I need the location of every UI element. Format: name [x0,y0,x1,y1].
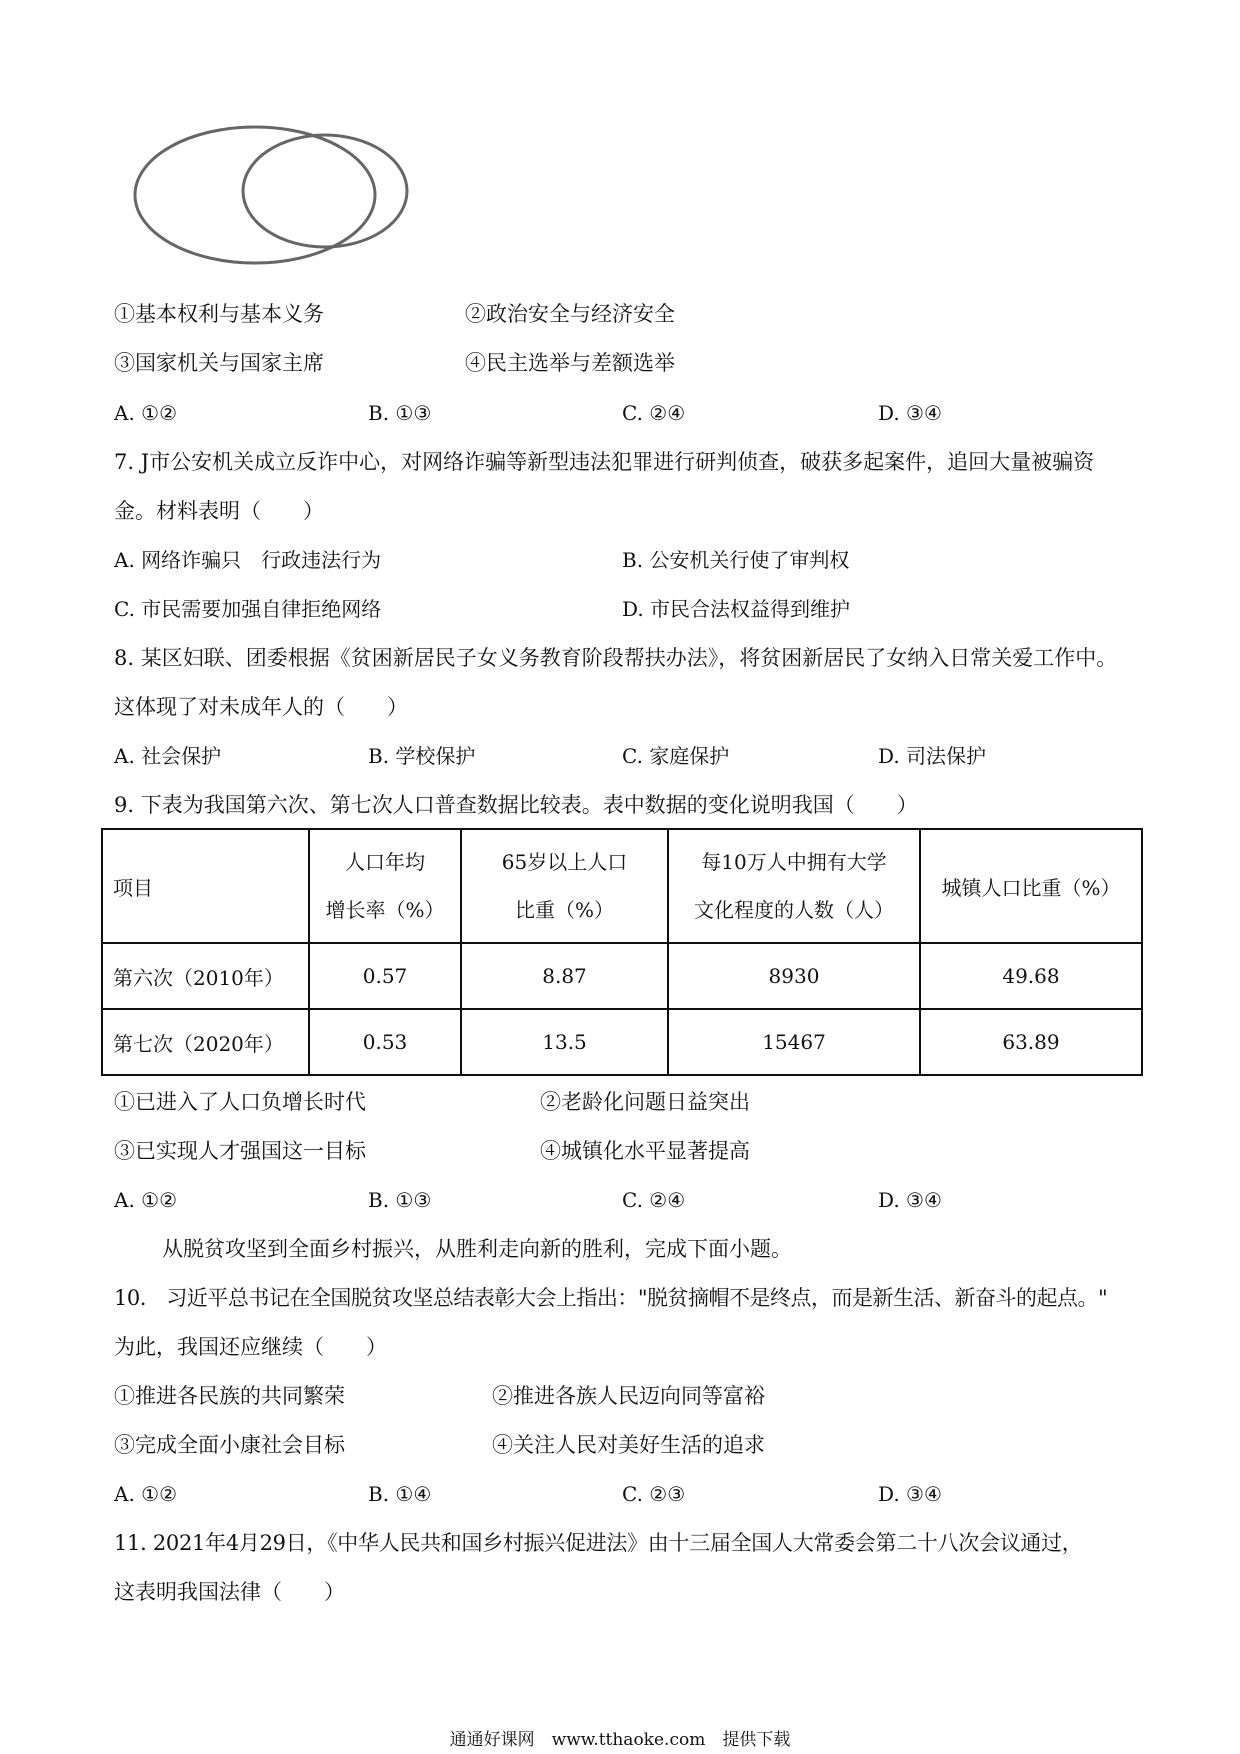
inner-ellipse [243,135,407,247]
q10-statement-3: ③完成全面小康社会目标 [114,1433,345,1457]
header-urban: 城镇人口比重（%） [920,829,1142,943]
q8-option-d: D. 司法保护 [878,744,987,768]
q6-statement-3: ③国家机关与国家主席 [114,351,324,375]
q9-stem: 9. 下表为我国第六次、第七次人口普查数据比较表。表中数据的变化说明我国（ ） [114,793,918,817]
q6-option-d: D. ③④ [878,401,942,425]
q11-stem: 11. 2021年4月29日，《中华人民共和国乡村振兴促进法》由十三届全国人大常委会第二十八次会议通过， [114,1531,1083,1555]
q6-statement-2: ②政治安全与经济安全 [465,302,675,326]
q8-option-c: C. 家庭保护 [622,744,730,768]
q6-option-c: C. ②④ [622,401,686,425]
q7-stem-cont: 金。材料表明（ ） [114,499,324,523]
q9-option-c: C. ②④ [622,1188,686,1212]
q8-option-b: B. 学校保护 [368,744,476,768]
section-intro: 从脱贫攻坚到全面乡村振兴，从胜利走向新的胜利，完成下面小题。 [162,1237,792,1261]
q8-stem-cont: 这体现了对未成年人的（ ） [114,695,408,719]
table-cell: 0.53 [309,1009,461,1075]
header-university: 每10万人中拥有大学 文化程度的人数（人） [668,829,920,943]
q10-statement-1: ①推进各民族的共同繁荣 [114,1384,345,1408]
q7-stem: 7. J市公安机关成立反诈中心，对网络诈骗等新型违法犯罪进行研判侦查，破获多起案件，追回大量被骗资 [114,450,1095,474]
q7-option-b: B. 公安机关行使了审判权 [622,548,850,572]
header-growth-rate: 人口年均 增长率（%） [309,829,461,943]
header-aged-65: 65岁以上人口 比重（%） [461,829,668,943]
table-cell: 8.87 [461,943,668,1009]
q8-stem: 8. 某区妇联、团委根据《贫困新居民子女义务教育阶段帮扶办法》，将贫困新居民了女纳入日常关爱工作中。 [114,646,1118,670]
table-cell: 第七次（2020年） [102,1009,309,1075]
q6-statement-4: ④民主选举与差额选举 [465,351,675,375]
table-cell: 0.57 [309,943,461,1009]
q7-option-c: C. 市民需要加强自律拒绝网络 [114,597,382,621]
venn-diagram [130,115,420,275]
q10-option-b: B. ①④ [368,1482,432,1506]
q6-statement-1: ①基本权利与基本义务 [114,302,324,326]
q9-statement-2: ②老龄化问题日益突出 [540,1090,750,1114]
q11-stem-cont: 这表明我国法律（ ） [114,1580,345,1604]
q10-stem: 10. 习近平总书记在全国脱贫攻坚总结表彰大会上指出："脱贫摘帽不是终点，而是新生活、新奋斗的起点。" [114,1286,1108,1310]
q10-option-d: D. ③④ [878,1482,942,1506]
q10-statement-4: ④关注人民对美好生活的追求 [492,1433,765,1457]
table-row [102,1009,1142,1075]
q9-statement-3: ③已实现人才强国这一目标 [114,1139,366,1163]
q10-option-a: A. ①② [114,1482,178,1506]
q10-option-c: C. ②③ [622,1482,686,1506]
table-cell: 63.89 [920,1009,1142,1075]
q7-option-d: D. 市民合法权益得到维护 [622,597,851,621]
q8-option-a: A. 社会保护 [114,744,222,768]
q9-option-b: B. ①③ [368,1188,432,1212]
table-header-row [102,829,1142,943]
table-cell: 8930 [668,943,920,1009]
page-footer: 通通好课网 www.tthaoke.com 提供下载 [449,1730,791,1750]
table-cell: 15467 [668,1009,920,1075]
header-item: 项目 [102,829,309,943]
outer-ellipse [135,127,375,263]
table-cell: 49.68 [920,943,1142,1009]
q10-stem-cont: 为此，我国还应继续（ ） [114,1335,387,1359]
q7-option-a: A. 网络诈骗只 行政违法行为 [114,548,382,572]
table-cell: 第六次（2010年） [102,943,309,1009]
q6-option-a: A. ①② [114,401,178,425]
q9-statement-1: ①已进入了人口负增长时代 [114,1090,366,1114]
q9-statement-4: ④城镇化水平显著提高 [540,1139,750,1163]
q10-statement-2: ②推进各族人民迈向同等富裕 [492,1384,765,1408]
table-cell: 13.5 [461,1009,668,1075]
census-table [101,828,1143,1076]
q6-option-b: B. ①③ [368,401,432,425]
q9-option-a: A. ①② [114,1188,178,1212]
table-row [102,943,1142,1009]
q9-option-d: D. ③④ [878,1188,942,1212]
